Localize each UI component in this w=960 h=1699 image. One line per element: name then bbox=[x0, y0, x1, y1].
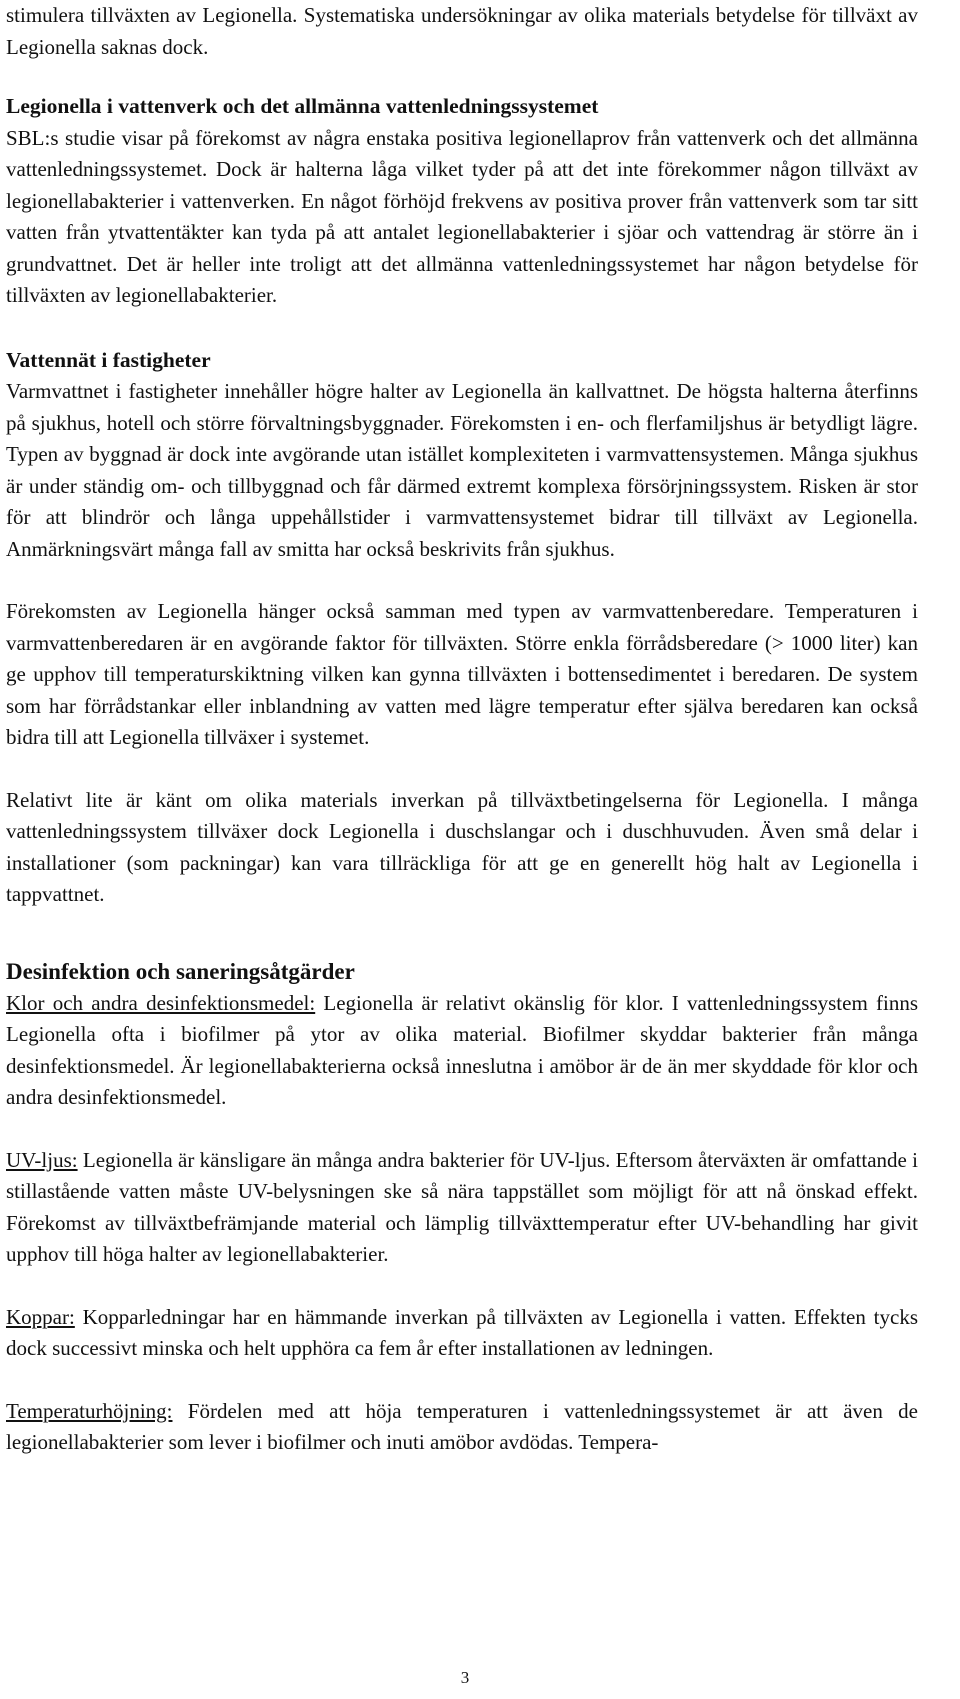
section-heading-desinfektion: Desinfektion och saneringsåtgärder bbox=[6, 958, 355, 984]
paragraph-fastigheter-3: Relativt lite är känt om olika materials inverkan på tillväxtbetingelserna för Legionella. I många vattenledningssystem tillväxer dock Legionella i duschslangar och i duschhuvuden. Även små delar i installationer (som packningar) kan vara tillräckliga för att ge en generellt hög halt av Legionella i tappvattnet. bbox=[6, 787, 918, 906]
paragraph-klor bbox=[6, 988, 918, 1114]
text-klor: Legionella är relativt okänslig för klor. I vattenledningssystem finns Legionella ofta i biofilmer på ytor av olika material. Biofilmer skyddar bakterier från många desinfektionsmedel. Är legionellabakterierna också inneslutna i amöbor är de än mer skyddade för klor och andra desinfektionsmedel. bbox=[6, 990, 919, 1109]
paragraph-uv bbox=[6, 1145, 918, 1271]
section-heading-fastigheter: Vattennät i fastigheter bbox=[6, 347, 211, 372]
text-uv: Legionella är känsligare än många andra bakterier för UV-ljus. Eftersom återväxten är omfattande i stillastående vatten måste UV-belysningen ske så nära tappstället som möjligt för att nå önskad effekt. Förekomst av tillväxtbefrämjande material och lämplig tillväxttemperatur efter UV-behandling har givit upphov till höga halter av legionellabakterier. bbox=[6, 1147, 918, 1266]
section-heading-vattenverk: Legionella i vattenverk och det allmänna vattenledningssystemet bbox=[6, 94, 599, 118]
paragraph-fastigheter-2: Förekomsten av Legionella hänger också samman med typen av varmvattenberedare. Temperaturen i varmvattenberedaren är en avgörande faktor för tillväxten. Större enkla förrådsberedare (> 1000 liter) kan ge upphov till temperaturskiktning vilken kan gynna tillväxten i bottensedimentet i beredaren. De system som har förrådstankar eller inblandning av vatten med lägre temperatur efter själva beredaren kan också bidra till att Legionella tillväxer i systemet. bbox=[6, 599, 918, 749]
paragraph-temperatur bbox=[6, 1396, 918, 1459]
document-body bbox=[6, 0, 918, 1459]
term-koppar: Koppar: bbox=[6, 1304, 75, 1329]
text-temperatur: Fördelen med att höja temperaturen i vattenledningssystemet är att även de legionellabakterier som lever i biofilmer och inuti amöbor avdödas. Tempera- bbox=[6, 1398, 918, 1454]
term-uv: UV-ljus: bbox=[6, 1147, 78, 1172]
term-temperatur: Temperaturhöjning: bbox=[6, 1398, 173, 1423]
page-number: 3 bbox=[460, 1668, 470, 1687]
paragraph-vattenverk: SBL:s studie visar på förekomst av några enstaka positiva legionellaprov från vattenverk och det allmänna vattenledningssystemet. Dock är halterna låga vilket tyder på att det inte förekommer någon tillväxt av legionellabakterier i vattenverken. En något förhöjd frekvens av positiva prover från vattenverk som tar sitt vatten från ytvattentäkter kan tyda på att antalet legionellabakterier i sjöar och vattendrag är större än i grundvattnet. Det är heller inte troligt att det allmänna vattenledningssystemet har någon betydelse för tillväxten av legionellabakterier. bbox=[6, 125, 918, 307]
paragraph-koppar bbox=[6, 1302, 918, 1365]
paragraph-fastigheter-1: Varmvattnet i fastigheter innehåller högre halter av Legionella än kallvattnet. De högsta halterna återfinns på sjukhus, hotell och större förvaltningsbyggnader. Förekomsten i en- och flerfamiljshus är betydligt lägre. Typen av byggnad är dock inte avgörande utan istället komplexiteten i varmvattensystemen. Många sjukhus är under ständig om- och tillbyggnad och får därmed extremt komplexa försörjningssystem. Risken är stor för att blindrör och långa uppehållstider i varmvattensystemet bidrar till tillväxt av Legionella. Anmärkningsvärt många fall av smitta har också beskrivits från sjukhus. bbox=[6, 379, 918, 561]
term-klor: Klor och andra desinfektionsmedel: bbox=[6, 990, 316, 1015]
intro-paragraph: stimulera tillväxten av Legionella. Systematiska undersökningar av olika materials betydelse för tillväxt av Legionella saknas dock. bbox=[6, 3, 918, 59]
text-koppar: Kopparledningar har en hämmande inverkan på tillväxten av Legionella i vatten. Effekten tycks dock successivt minska och helt upphöra ca fem år efter installationen av ledningen. bbox=[6, 1304, 918, 1360]
